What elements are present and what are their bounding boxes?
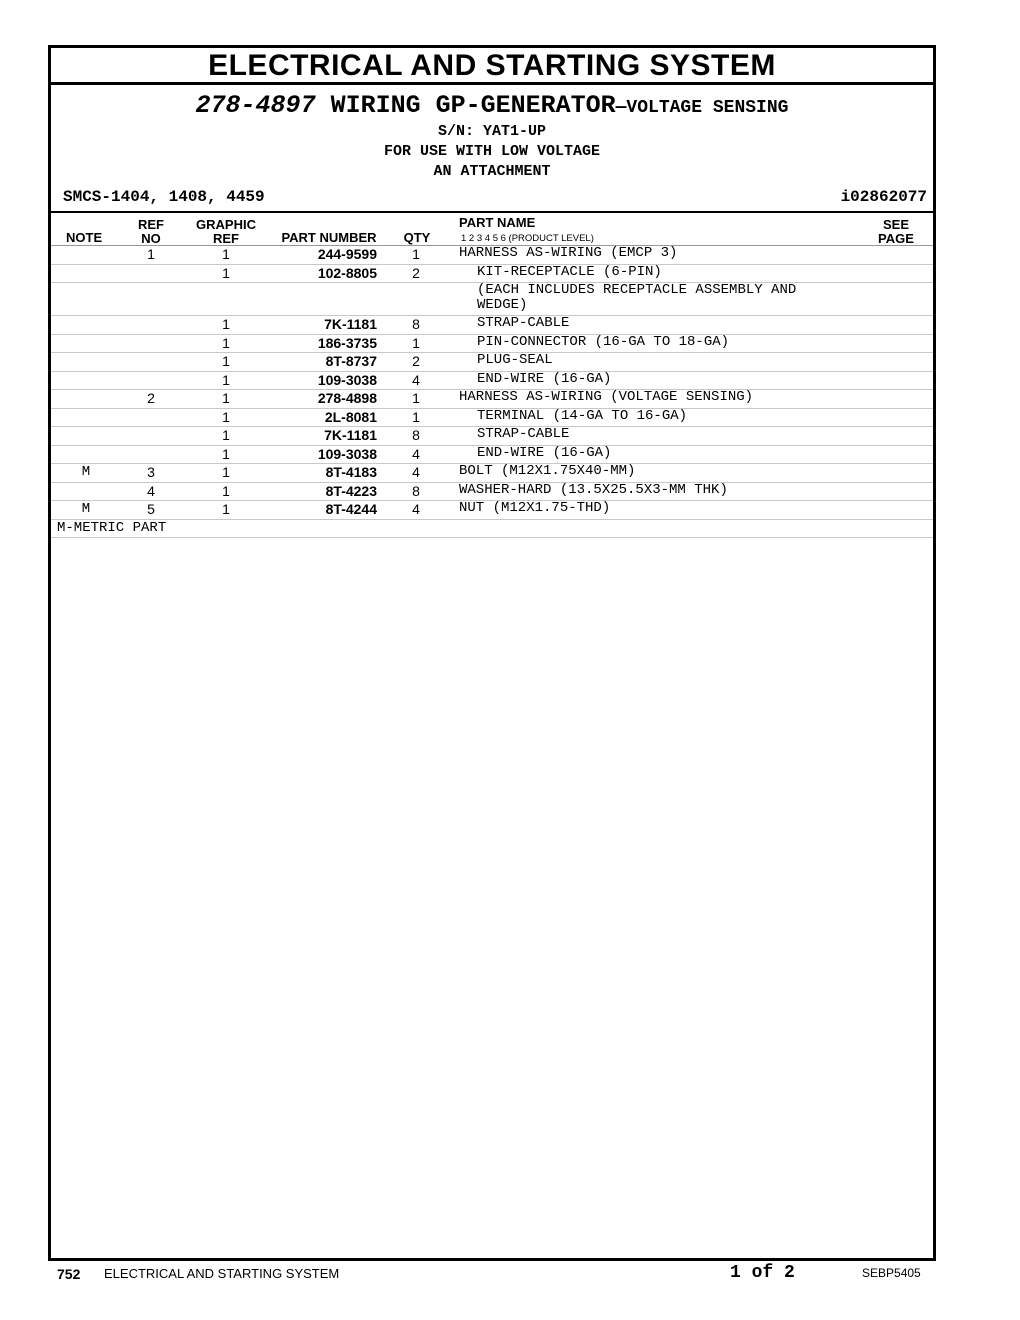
table-row — [51, 265, 933, 284]
group-title — [51, 92, 933, 122]
cell-graphic-ref: 1 — [222, 501, 230, 517]
col-header-graphic-bottom: REF — [213, 231, 239, 246]
table-row — [51, 246, 933, 265]
group-number: 278-4897 — [195, 91, 316, 120]
header-divider — [51, 211, 933, 213]
cell-graphic-ref: 1 — [222, 316, 230, 332]
footnote-metric: M-METRIC PART — [51, 520, 933, 539]
footer-section: ELECTRICAL AND STARTING SYSTEM — [104, 1266, 340, 1281]
cell-part-name: BOLT (M12X1.75X40-MM) — [459, 463, 636, 479]
product-level-tiers: 1 2 3 4 5 6 (PRODUCT LEVEL) — [461, 233, 594, 244]
table-row — [51, 390, 933, 409]
cell-part-name: STRAP-CABLE — [477, 426, 570, 442]
cell-graphic-ref: 1 — [222, 408, 230, 425]
cell-qty: 2 — [412, 264, 420, 281]
cell-part-name: HARNESS AS-WIRING (VOLTAGE SENSING) — [459, 389, 754, 405]
table-row — [51, 464, 933, 483]
cell-part-number: 7K-1181 — [324, 427, 377, 443]
cell-graphic-ref: 1 — [222, 371, 230, 388]
col-header-see-top: SEE — [882, 217, 909, 232]
footer-page-number: 752 — [57, 1266, 81, 1282]
cell-graphic-ref: 1 — [222, 482, 230, 499]
cell-graphic-ref: 1 — [222, 427, 230, 443]
cell-part-number: 8T-4223 — [325, 482, 377, 499]
use-line-2: AN ATTACHMENT — [433, 163, 551, 180]
cell-part-number: 8T-4183 — [325, 464, 377, 480]
cell-part-name: END-WIRE (16-GA) — [477, 444, 612, 461]
cell-qty: 1 — [412, 390, 420, 406]
cell-part-number: 278-4898 — [317, 390, 377, 406]
table-row — [51, 353, 933, 372]
footer-page-of: 1 of 2 — [730, 1263, 795, 1283]
cell-part-name: PIN-CONNECTOR (16-GA TO 18-GA) — [477, 333, 730, 350]
group-name: WIRING GP-GENERATOR — [330, 91, 616, 120]
cell-part-name: STRAP-CABLE — [477, 315, 570, 331]
cell-part-name: KIT-RECEPTACLE (6-PIN) — [477, 263, 662, 280]
cell-part-number: 8T-8737 — [325, 353, 377, 369]
cell-part-number: 8T-4244 — [325, 501, 377, 517]
cell-graphic-ref: 1 — [222, 353, 230, 369]
document-frame — [48, 45, 936, 1261]
cell-graphic-ref: 1 — [222, 334, 230, 351]
section-title: ELECTRICAL AND STARTING SYSTEM — [51, 48, 933, 85]
cell-part-name: HARNESS AS-WIRING (EMCP 3) — [459, 245, 678, 261]
cell-part-name: END-WIRE (16-GA) — [477, 370, 612, 387]
col-header-ref-bottom: NO — [141, 231, 161, 246]
cell-qty: 2 — [412, 353, 420, 369]
footer-doc-id: SEBP5405 — [862, 1266, 921, 1280]
use-line-1: FOR USE WITH LOW VOLTAGE — [383, 143, 601, 160]
cell-note: M — [81, 464, 91, 480]
cell-qty: 4 — [412, 445, 420, 462]
table-row — [51, 283, 933, 316]
col-header-qty: QTY — [403, 230, 431, 245]
cell-part-name: PLUG-SEAL — [477, 352, 553, 368]
col-header-ref-top: REF — [138, 217, 164, 232]
cell-graphic-ref: 1 — [222, 264, 230, 281]
col-header-note: NOTE — [66, 230, 103, 245]
cell-part-name: (EACH INCLUDES RECEPTACLE ASSEMBLY AND WEDGE) — [477, 282, 797, 313]
cell-part-number: 109-3038 — [317, 445, 377, 462]
cell-qty: 8 — [412, 427, 420, 443]
col-header-part-number: PART NUMBER — [281, 230, 377, 245]
cell-part-name: WASHER-HARD (13.5X25.5X3-MM THK) — [459, 481, 728, 498]
serial-number: S/N: YAT1-UP — [437, 123, 547, 140]
col-header-graphic-ref — [191, 218, 261, 246]
col-header-see-page — [871, 218, 921, 246]
cell-qty: 1 — [412, 334, 420, 351]
illustration-id: i02862077 — [840, 188, 927, 206]
table-row — [51, 483, 933, 502]
cell-qty: 8 — [412, 482, 420, 499]
col-header-part-name: PART NAME — [459, 215, 536, 230]
table-row — [51, 446, 933, 465]
group-suffix: —VOLTAGE SENSING — [615, 98, 789, 118]
cell-qty: 8 — [412, 316, 420, 332]
cell-note: M — [81, 501, 91, 517]
cell-qty: 1 — [412, 408, 420, 425]
cell-graphic-ref: 1 — [222, 464, 230, 480]
table-row — [51, 427, 933, 446]
cell-part-name: TERMINAL (14-GA TO 16-GA) — [477, 407, 688, 424]
cell-graphic-ref: 1 — [222, 390, 230, 406]
col-header-see-bottom: PAGE — [878, 231, 914, 246]
smcs-codes: SMCS-1404, 1408, 4459 — [63, 188, 265, 206]
table-row — [51, 409, 933, 428]
cell-qty: 4 — [412, 501, 420, 517]
cell-qty: 1 — [412, 246, 420, 262]
cell-ref-no: 3 — [147, 464, 155, 480]
table-row — [51, 372, 933, 391]
cell-part-number: 2L-8081 — [324, 408, 377, 425]
cell-ref-no: 4 — [147, 482, 155, 499]
cell-ref-no: 1 — [147, 246, 155, 262]
parts-table — [51, 246, 933, 538]
cell-ref-no: 2 — [147, 390, 155, 406]
col-header-graphic-top: GRAPHIC — [196, 217, 256, 232]
cell-qty: 4 — [412, 464, 420, 480]
cell-part-name: NUT (M12X1.75-THD) — [459, 500, 611, 516]
cell-part-number: 244-9599 — [317, 246, 377, 262]
cell-graphic-ref: 1 — [222, 246, 230, 262]
table-row — [51, 335, 933, 354]
table-row — [51, 501, 933, 520]
cell-part-number: 7K-1181 — [324, 316, 377, 332]
table-row — [51, 316, 933, 335]
cell-part-number: 109-3038 — [317, 371, 377, 388]
cell-graphic-ref: 1 — [222, 445, 230, 462]
cell-ref-no: 5 — [147, 501, 155, 517]
col-header-ref — [136, 218, 166, 246]
cell-part-number: 186-3735 — [317, 334, 377, 351]
cell-qty: 4 — [412, 371, 420, 388]
cell-part-number: 102-8805 — [317, 264, 377, 281]
